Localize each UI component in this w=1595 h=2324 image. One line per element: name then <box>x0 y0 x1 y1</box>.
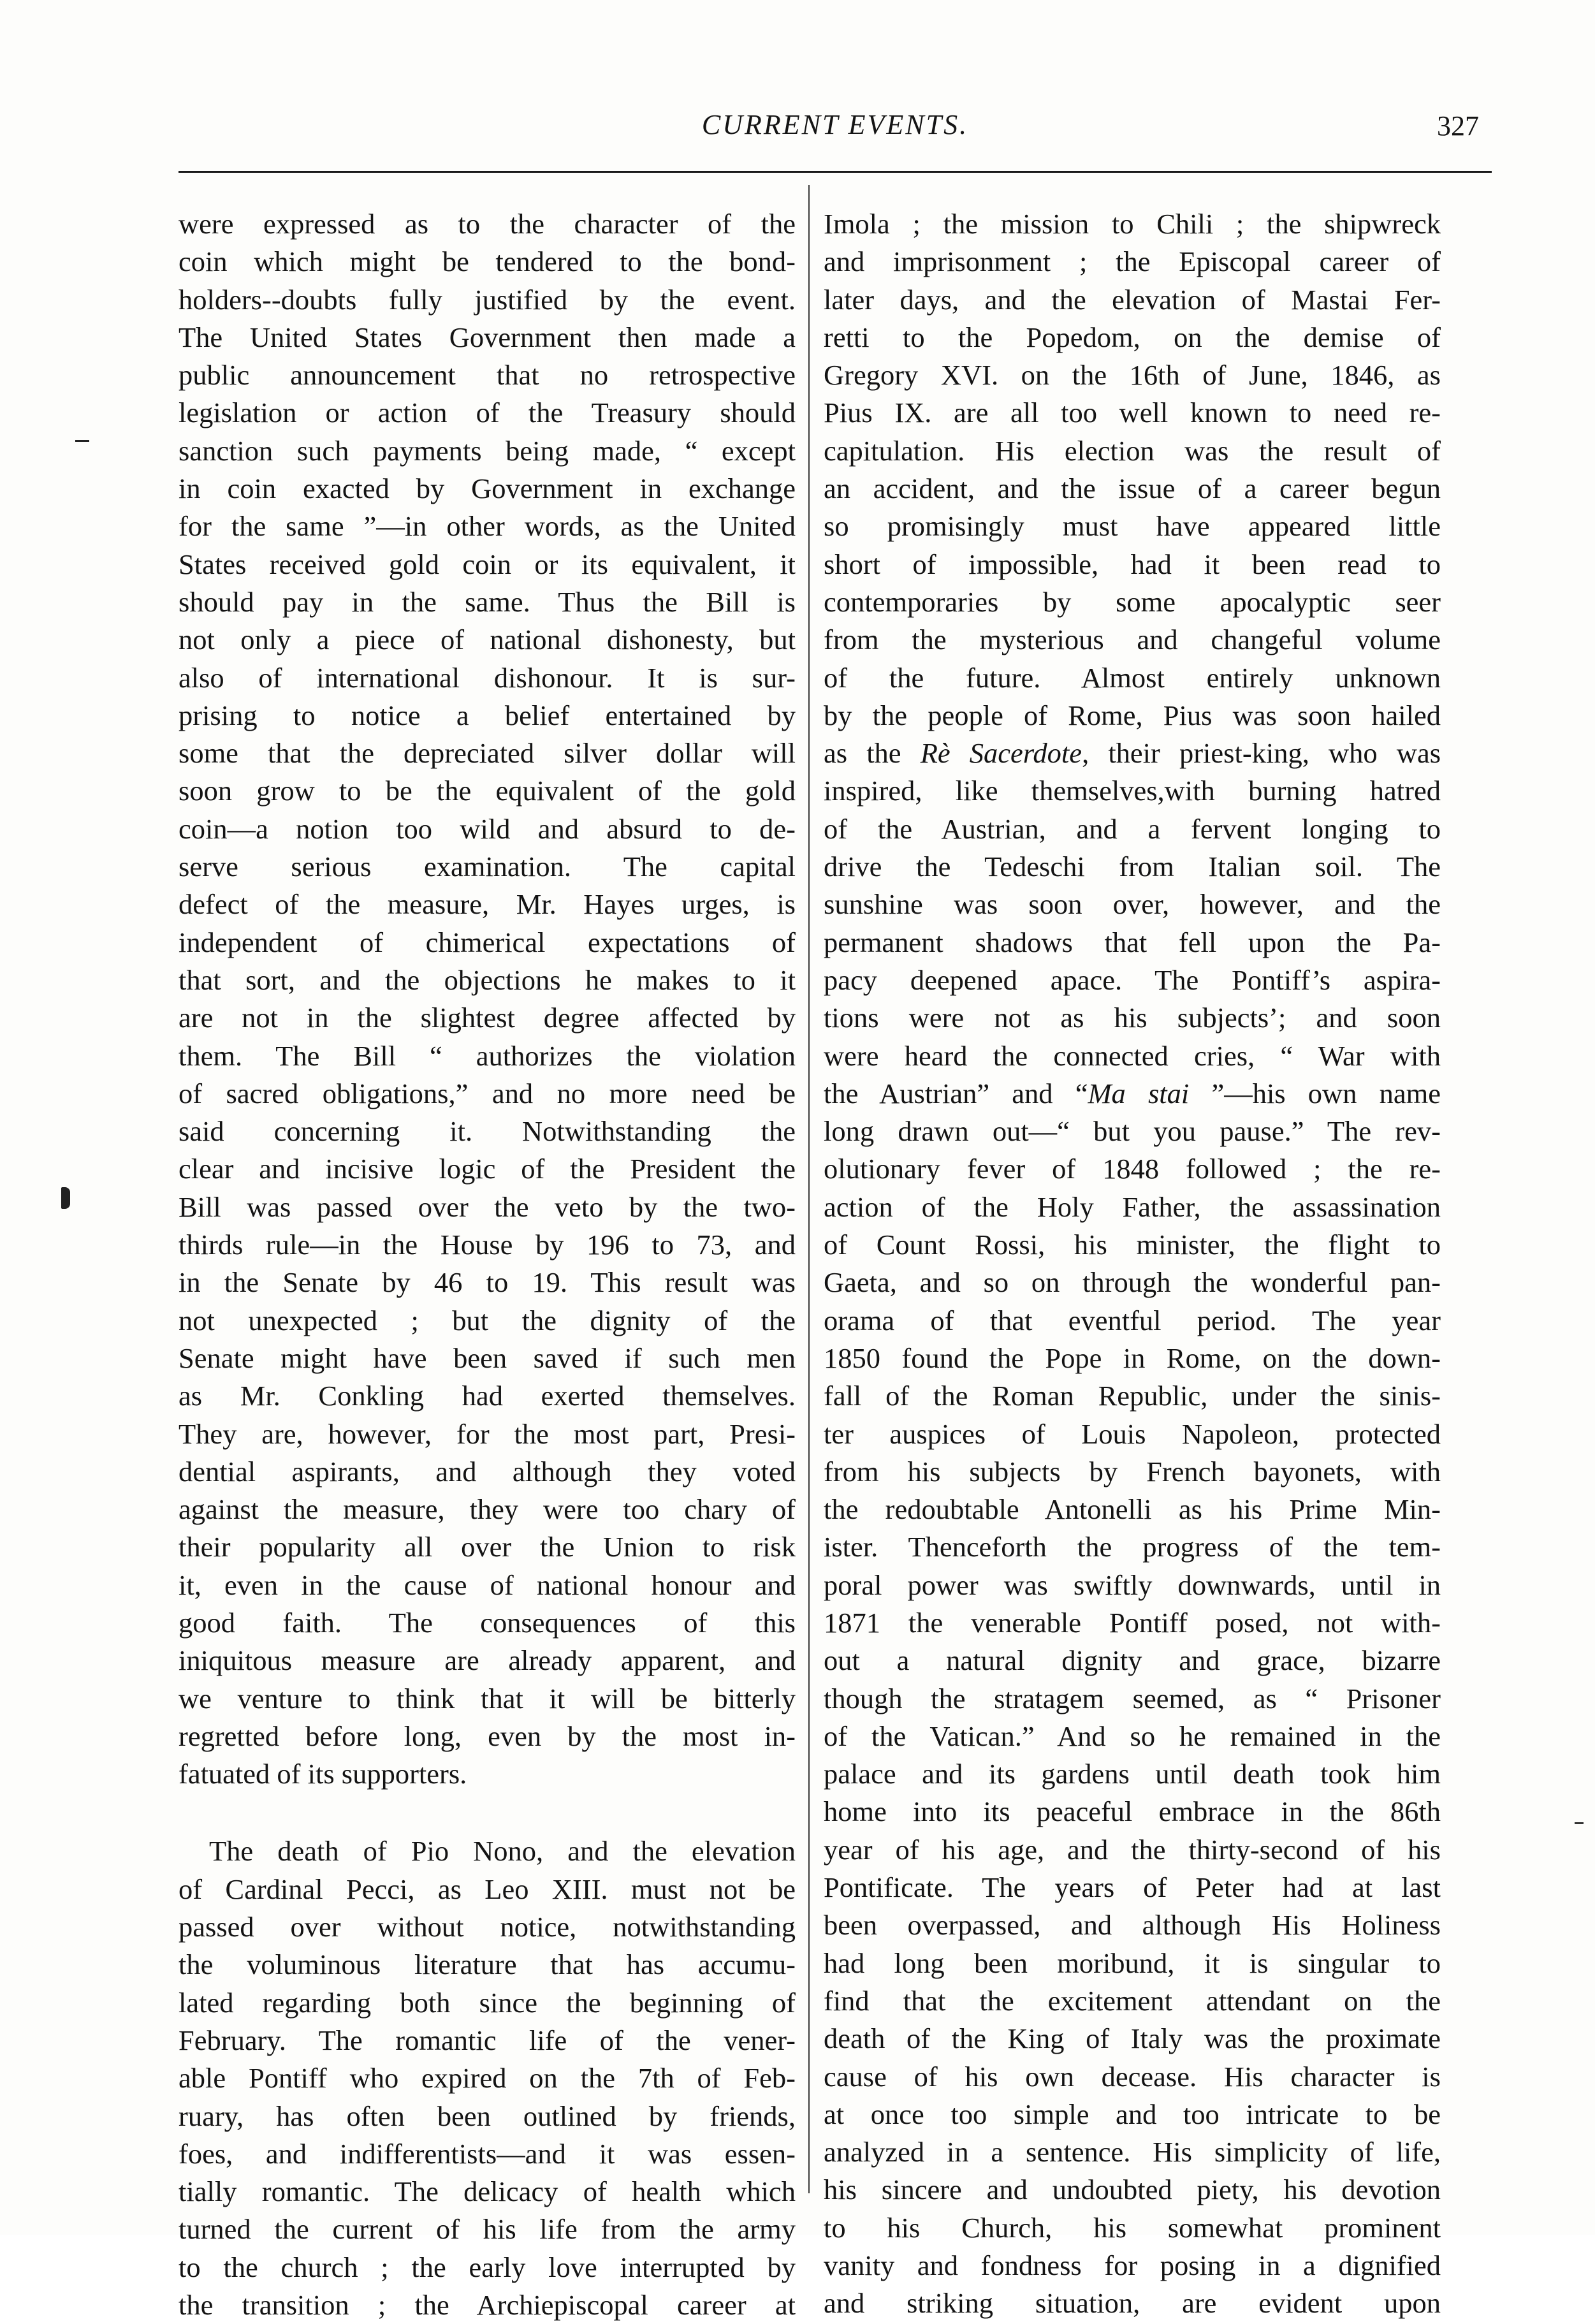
text-line: ister. Thenceforth the progress of the tem- <box>824 1531 1441 1563</box>
text-line: They are, however, for the most part, Presi- <box>178 1417 796 1450</box>
italic-phrase: Rè Sacerdote <box>920 737 1082 770</box>
text-line: of the future. Almost entirely unknown <box>824 661 1441 694</box>
text-line: tially romantic. The delicacy of health which <box>178 2175 796 2208</box>
text-line: serve serious examination. The capital <box>178 851 796 883</box>
text-line: are not in the slightest degree affected by <box>178 1002 796 1034</box>
text-line: from the mysterious and changeful volume <box>824 624 1441 656</box>
text-line: that sort, and the objections he makes to it <box>178 963 796 996</box>
text-line: of sacred obligations,” and no more need be <box>178 1077 796 1109</box>
column-divider <box>808 185 810 2193</box>
left-paragraph-2 <box>178 1832 796 2324</box>
text-line: and striking situation, are evident upon <box>824 2287 1441 2320</box>
text-line: some that the depreciated silver dollar will <box>178 737 796 770</box>
text-line: cause of his own decease. His character is <box>824 2060 1441 2093</box>
text-line: regretted before long, even by the most in- <box>178 1720 796 1752</box>
text-line: permanent shadows that fell upon the Pa- <box>824 926 1441 958</box>
text-line: in the Senate by 46 to 19. This result was <box>178 1266 796 1299</box>
text-line: in coin exacted by Government in exchange <box>178 472 796 505</box>
margin-bracket-mark <box>61 1187 70 1209</box>
text-line: long drawn out—“ but you pause.” The rev- <box>824 1115 1441 1148</box>
text-line: sunshine was soon over, however, and the <box>824 888 1441 921</box>
text-line: from his subjects by French bayonets, with <box>824 1455 1441 1487</box>
text-line: lated regarding both since the beginning of <box>178 1986 796 2019</box>
text-line: Gaeta, and so on through the wonderful pan- <box>824 1266 1441 1299</box>
right-column <box>824 205 1441 2323</box>
text-line: poral power was swiftly downwards, until in <box>824 1568 1441 1601</box>
text-line: should pay in the same. Thus the Bill is <box>178 585 796 618</box>
text-line: holders--doubts fully justified by the event. <box>178 283 796 316</box>
text-line: prising to notice a belief entertained by <box>178 699 796 731</box>
text-line: fall of the Roman Republic, under the sinis- <box>824 1380 1441 1412</box>
text-line: by the people of Rome, Pius was soon hailed <box>824 699 1441 731</box>
text-line: so promisingly must have appeared little <box>824 510 1441 543</box>
text-line: also of international dishonour. It is sur- <box>178 661 796 694</box>
text-line: had long been moribund, it is singular to <box>824 1947 1441 1979</box>
text-line: were expressed as to the character of the <box>178 208 796 240</box>
text-line: dential aspirants, and although they voted <box>178 1455 796 1487</box>
text-line: for the same ”—in other words, as the United <box>178 510 796 543</box>
margin-dash-mark <box>75 440 89 442</box>
text-line: The United States Government then made a <box>178 321 796 353</box>
text-line: orama of that eventful period. The year <box>824 1304 1441 1336</box>
text-line: ruary, has often been outlined by friends, <box>178 2100 796 2132</box>
text-line: out a natural dignity and grace, bizarre <box>824 1644 1441 1677</box>
text-line: the redoubtable Antonelli as his Prime Min- <box>824 1493 1441 1526</box>
text-line: public announcement that no retrospective <box>178 359 796 391</box>
text-line: action of the Holy Father, the assassination <box>824 1190 1441 1223</box>
text-line: at once too simple and too intricate to be <box>824 2098 1441 2130</box>
paragraph-gap <box>178 1793 796 1832</box>
text-line: able Pontiff who expired on the 7th of Feb- <box>178 2062 796 2094</box>
text-line: turned the current of his life from the army <box>178 2213 796 2246</box>
text-line: legislation or action of the Treasury should <box>178 397 796 429</box>
text-line: them. The Bill “ authorizes the violation <box>178 1039 796 1072</box>
text-line: February. The romantic life of the vener- <box>178 2024 796 2056</box>
text-line: short of impossible, had it been read to <box>824 548 1441 580</box>
text-line: not only a piece of national dishonesty, but <box>178 624 796 656</box>
text-line: soon grow to be the equivalent of the gold <box>178 775 796 807</box>
text-line: were heard the connected cries, “ War with <box>824 1039 1441 1072</box>
right-paragraph <box>824 205 1441 2323</box>
header-rule <box>178 171 1492 173</box>
text-line: retti to the Popedom, on the demise of <box>824 321 1441 353</box>
text-line: olutionary fever of 1848 followed ; the re- <box>824 1153 1441 1185</box>
text-line: 1871 the venerable Pontiff posed, not with- <box>824 1606 1441 1639</box>
text-line: contemporaries by some apocalyptic seer <box>824 585 1441 618</box>
text-line: analyzed in a sentence. His simplicity of life, <box>824 2136 1441 2168</box>
text-line: as the Rè Sacerdote, their priest-king, who was <box>824 737 1441 770</box>
text-line: iniquitous measure are already apparent, and <box>178 1644 796 1677</box>
text-line: his sincere and undoubted piety, his devotion <box>824 2174 1441 2206</box>
text-line: 1850 found the Pope in Rome, on the down- <box>824 1341 1441 1374</box>
text-line: home into its peaceful embrace in the 86th <box>824 1795 1441 1828</box>
text-line: an accident, and the issue of a career begun <box>824 472 1441 505</box>
text-line: of the Austrian, and a fervent longing to <box>824 812 1441 845</box>
text-line: clear and incisive logic of the President the <box>178 1153 796 1185</box>
text-line: Bill was passed over the veto by the two- <box>178 1190 796 1223</box>
text-line: though the stratagem seemed, as “ Prisoner <box>824 1682 1441 1714</box>
text-line: The death of Pio Nono, and the elevation <box>209 1835 796 1867</box>
italic-phrase: Ma stai <box>1088 1077 1190 1109</box>
text-line: of Cardinal Pecci, as Leo XIII. must not be <box>178 1873 796 1905</box>
text-line: later days, and the elevation of Mastai Fer- <box>824 283 1441 316</box>
left-paragraph-1 <box>178 205 796 1793</box>
text-line: Pius IX. are all too well known to need re- <box>824 397 1441 429</box>
text-line: of Count Rossi, his minister, the flight to <box>824 1229 1441 1261</box>
text-line: passed over without notice, notwithstanding <box>178 1911 796 1943</box>
running-title: CURRENT EVENTS. <box>701 109 969 140</box>
text-line: Gregory XVI. on the 16th of June, 1846, as <box>824 359 1441 391</box>
text-line: fatuated of its supporters. <box>178 1758 467 1790</box>
text-line: Imola ; the mission to Chili ; the shipwreck <box>824 208 1441 240</box>
text-line: not unexpected ; but the dignity of the <box>178 1304 796 1336</box>
left-column <box>178 205 796 2324</box>
text-line: foes, and indifferentists—and it was essen- <box>178 2137 796 2170</box>
text-line: been overpassed, and although His Holiness <box>824 1909 1441 1941</box>
text-line: said concerning it. Notwithstanding the <box>178 1115 796 1148</box>
text-line: palace and its gardens until death took him <box>824 1758 1441 1790</box>
text-line: to the church ; the early love interrupted by <box>178 2251 796 2283</box>
text-line: death of the King of Italy was the proximate <box>824 2022 1441 2055</box>
text-line: Pontificate. The years of Peter had at last <box>824 1871 1441 1904</box>
text-line: capitulation. His election was the result of <box>824 434 1441 467</box>
text-line: inspired, like themselves,with burning hatred <box>824 775 1441 807</box>
text-line: sanction such payments being made, “ except <box>178 434 796 467</box>
text-line: the voluminous literature that has accumu- <box>178 1948 796 1981</box>
text-line: ter auspices of Louis Napoleon, protected <box>824 1417 1441 1450</box>
text-line: the transition ; the Archiepiscopal career at <box>178 2289 796 2321</box>
text-line: we venture to think that it will be bitterly <box>178 1682 796 1714</box>
text-line: coin—a notion too wild and absurd to de- <box>178 812 796 845</box>
text-line: independent of chimerical expectations of <box>178 926 796 958</box>
text-line: good faith. The consequences of this <box>178 1606 796 1639</box>
text-line: the Austrian” and “Ma stai ”—his own name <box>824 1077 1441 1109</box>
text-line: their popularity all over the Union to risk <box>178 1531 796 1563</box>
text-line: find that the excitement attendant on the <box>824 1984 1441 2017</box>
text-line: as Mr. Conkling had exerted themselves. <box>178 1380 796 1412</box>
text-line: drive the Tedeschi from Italian soil. The <box>824 851 1441 883</box>
text-line: Senate might have been saved if such men <box>178 1341 796 1374</box>
text-line: to his Church, his somewhat prominent <box>824 2211 1441 2244</box>
margin-speck <box>1575 1822 1584 1824</box>
text-line: States received gold coin or its equivalent, it <box>178 548 796 580</box>
text-line: and imprisonment ; the Episcopal career of <box>824 245 1441 278</box>
text-line: defect of the measure, Mr. Hayes urges, is <box>178 888 796 921</box>
text-line: year of his age, and the thirty-second of his <box>824 1833 1441 1866</box>
text-line: coin which might be tendered to the bond- <box>178 245 796 278</box>
text-line: thirds rule—in the House by 196 to 73, and <box>178 1229 796 1261</box>
text-line: tions were not as his subjects’; and soon <box>824 1002 1441 1034</box>
text-line: of the Vatican.” And so he remained in the <box>824 1720 1441 1752</box>
text-line: it, even in the cause of national honour and <box>178 1568 796 1601</box>
text-line: vanity and fondness for posing in a dignified <box>824 2249 1441 2282</box>
page-number: 327 <box>1437 110 1479 142</box>
text-line: against the measure, they were too chary of <box>178 1493 796 1526</box>
text-line: pacy deepened apace. The Pontiff’s aspira- <box>824 963 1441 996</box>
running-head <box>178 108 1492 159</box>
